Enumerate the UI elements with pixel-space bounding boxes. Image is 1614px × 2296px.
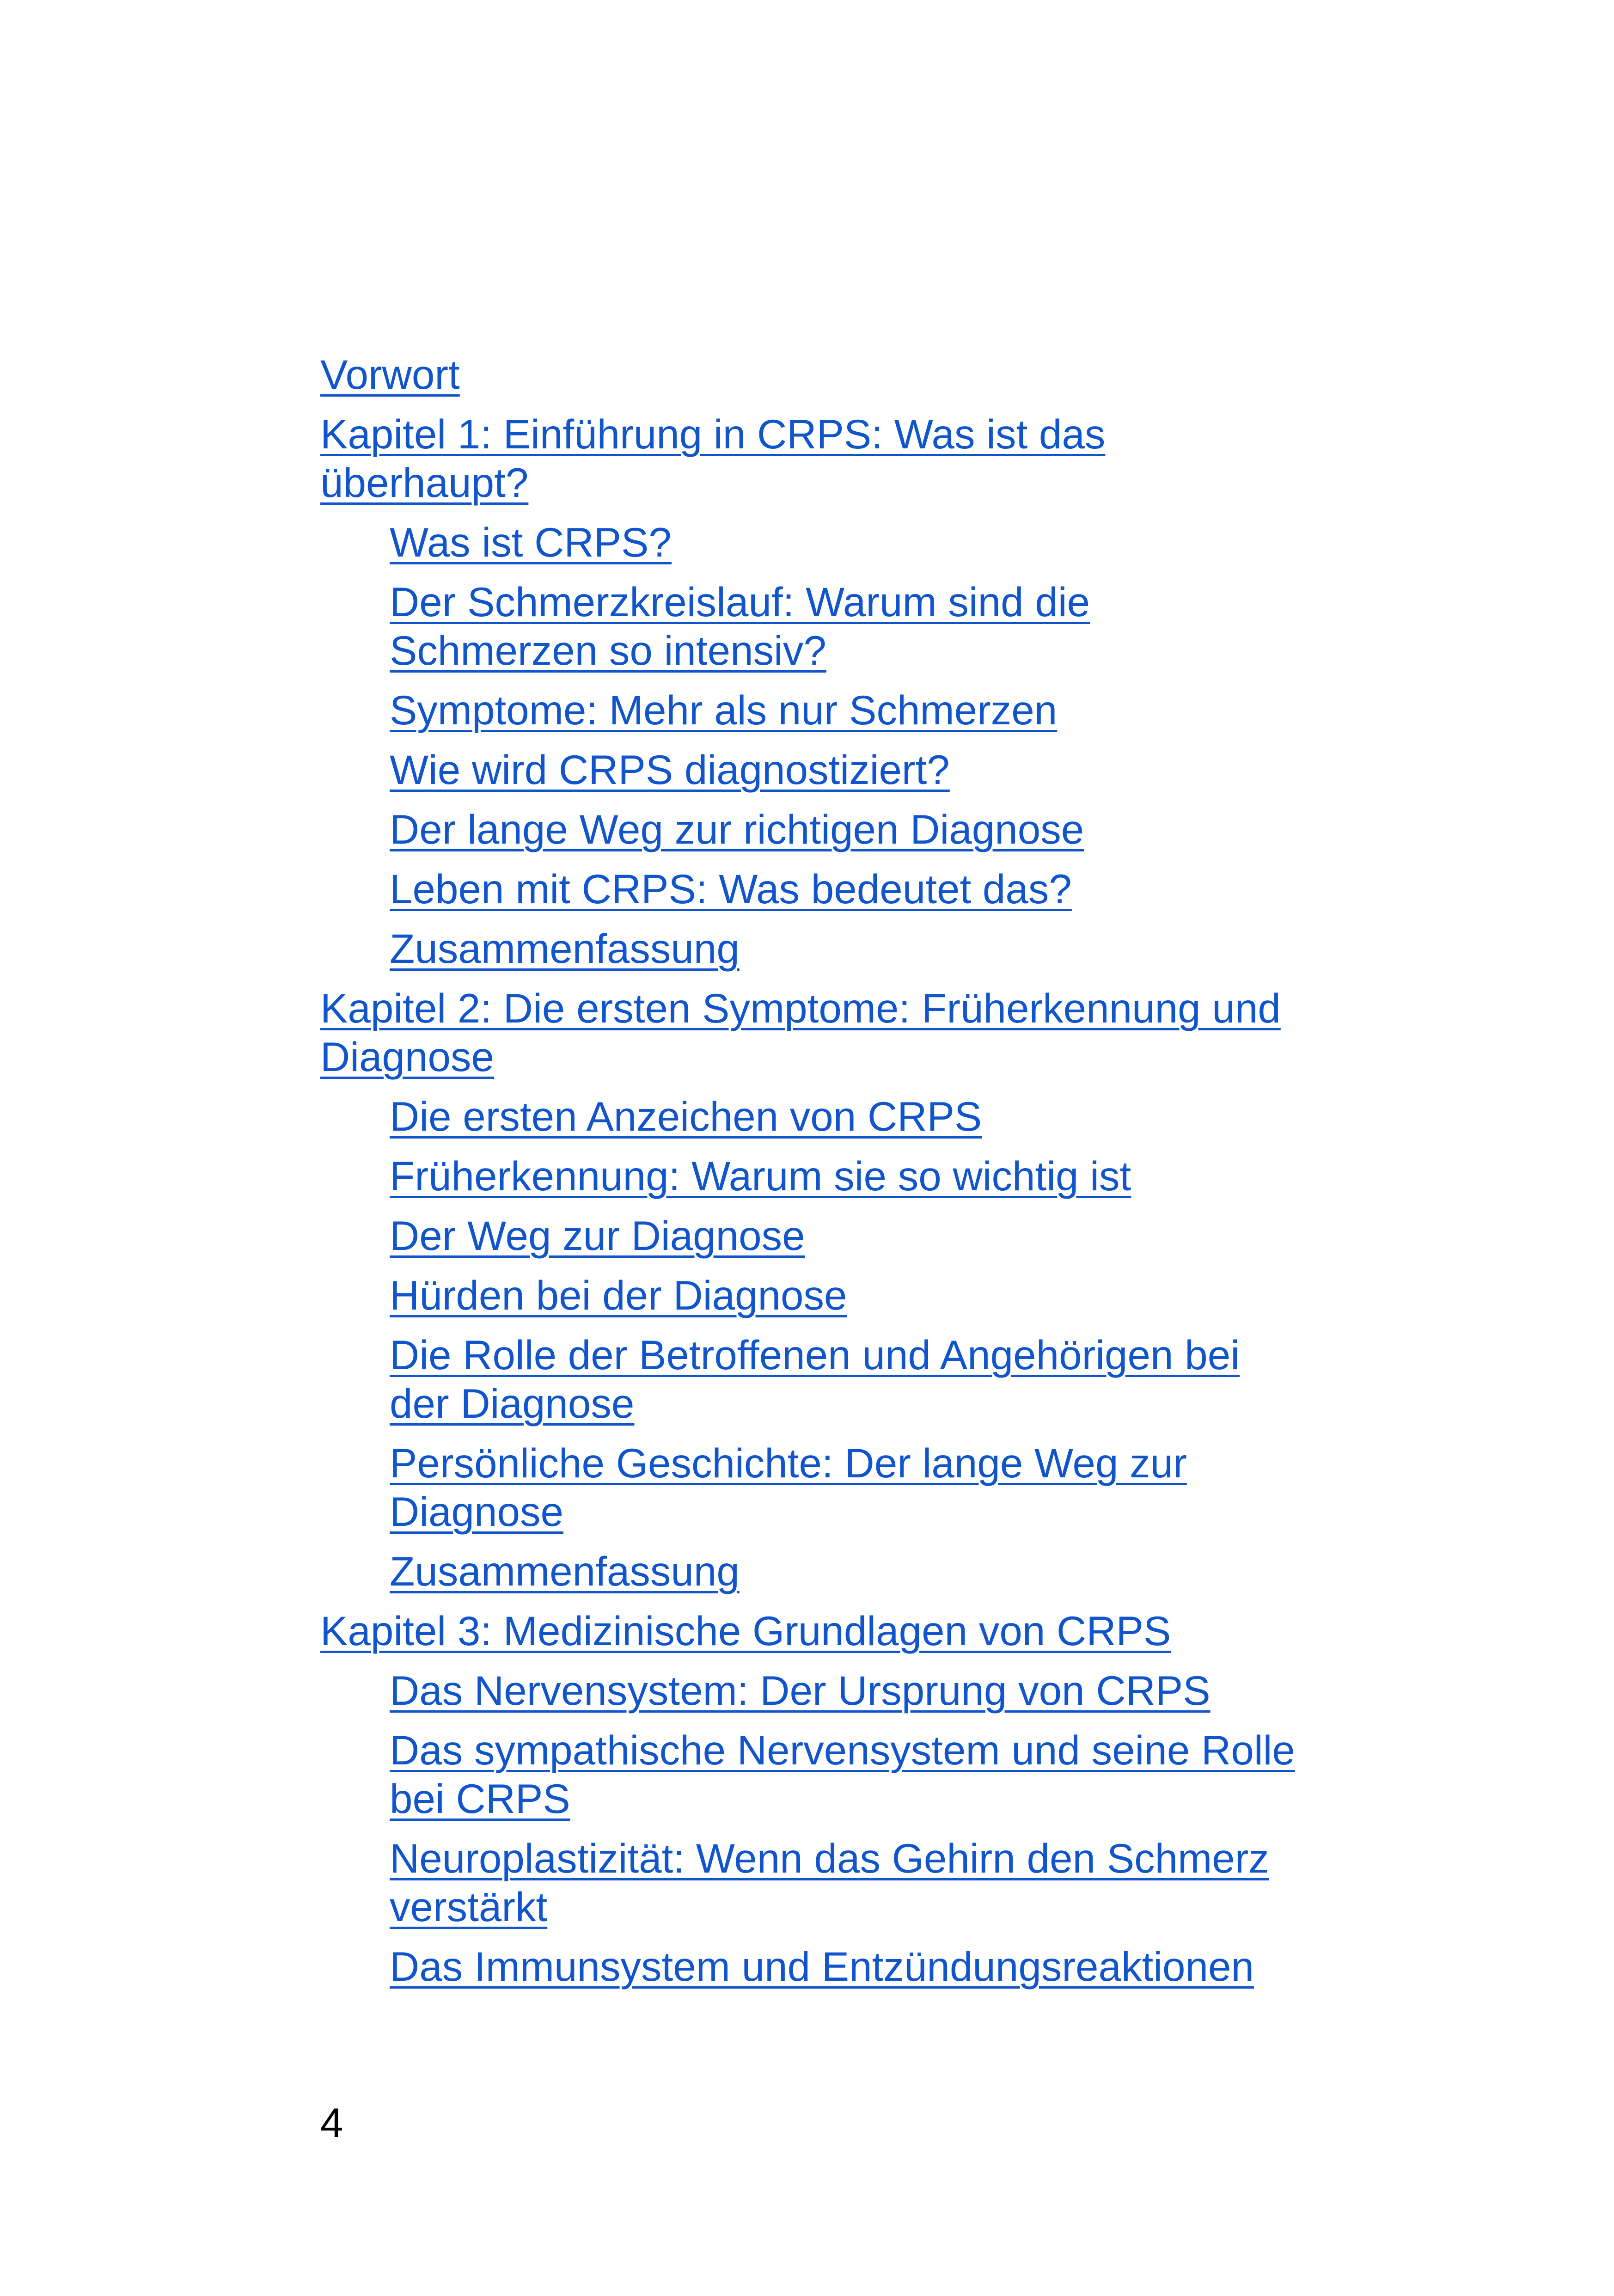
toc-link-sympathisches-nervensystem[interactable]: Das sympathische Nervensystem und seine Rolle bei CRPS (390, 1727, 1295, 1822)
toc-link-vorwort[interactable]: Vorwort (320, 351, 460, 398)
toc-link-schmerzkreislauf[interactable]: Der Schmerzkreislauf: Warum sind die Schmerzen so intensiv? (390, 579, 1090, 673)
toc-link-diagnostiziert[interactable]: Wie wird CRPS diagnostiziert? (390, 747, 950, 793)
toc-link-zusammenfassung-2[interactable]: Zusammenfassung (390, 1548, 740, 1594)
table-of-contents (320, 350, 1300, 2002)
toc-link-was-ist-crps[interactable]: Was ist CRPS? (390, 519, 672, 565)
toc-link-nervensystem[interactable]: Das Nervensystem: Der Ursprung von CRPS (390, 1667, 1210, 1714)
toc-link-neuroplastizitaet[interactable]: Neuroplastizität: Wenn das Gehirn den Schmerz verstärkt (390, 1835, 1269, 1930)
toc-link-symptome[interactable]: Symptome: Mehr als nur Schmerzen (390, 687, 1058, 733)
toc-link-frueherkennung[interactable]: Früherkennung: Warum sie so wichtig ist (390, 1153, 1131, 1199)
toc-link-lange-weg[interactable]: Der lange Weg zur richtigen Diagnose (390, 806, 1084, 852)
toc-link-persoenliche-geschichte[interactable]: Persönliche Geschichte: Der lange Weg zur Diagnose (390, 1440, 1187, 1535)
toc-link-zusammenfassung-1[interactable]: Zusammenfassung (390, 925, 740, 972)
toc-link-kapitel-3[interactable]: Kapitel 3: Medizinische Grundlagen von CRPS (320, 1608, 1171, 1654)
page-number: 4 (320, 2100, 343, 2146)
toc-link-kapitel-2[interactable]: Kapitel 2: Die ersten Symptome: Früherkennung und Diagnose (320, 985, 1281, 1080)
toc-link-kapitel-1[interactable]: Kapitel 1: Einführung in CRPS: Was ist das überhaupt? (320, 411, 1106, 506)
toc-link-immunsystem[interactable]: Das Immunsystem und Entzündungsreaktionen (390, 1943, 1254, 1990)
toc-link-rolle-betroffene[interactable]: Die Rolle der Betroffenen und Angehörigen bei der Diagnose (390, 1332, 1240, 1427)
toc-link-erste-anzeichen[interactable]: Die ersten Anzeichen von CRPS (390, 1093, 982, 1139)
toc-link-huerden[interactable]: Hürden bei der Diagnose (390, 1272, 847, 1318)
toc-link-leben-mit-crps[interactable]: Leben mit CRPS: Was bedeutet das? (390, 866, 1072, 912)
toc-link-weg-zur-diagnose[interactable]: Der Weg zur Diagnose (390, 1212, 805, 1259)
